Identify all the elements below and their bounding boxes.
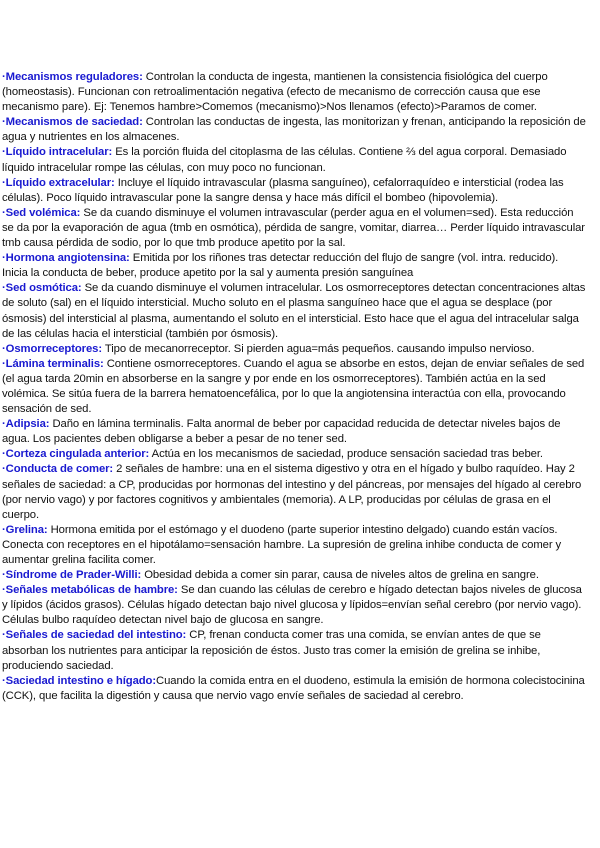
entry-text: CP, frenan conducta comer tras una comida, se envían antes de que se absorban los nutrientes para anticipar la reposición de éstos. Justo tras comer la emisión de grelina se inhibe, produciendo saciedad. <box>2 629 541 672</box>
entry-text: Contiene osmorreceptores. Cuando el agua se absorbe en estos, dejan de enviar señales de sed (el agua tarda 20min en absorberse en la sangre y por ende en los osmorreceptores). También actúa en la sed volémica. Se sitúa fuera de la barrera hematoencefálica, por lo que la angiotensina interactúa con ella, provocando sensación de sed. <box>2 357 585 416</box>
entry-term: ·Conducta de comer: <box>2 463 114 476</box>
entry-mecanismos-reguladores <box>2 70 586 115</box>
entry-term: ·Sed osmótica: <box>2 282 82 295</box>
entry-text: Se da cuando disminuye el volumen intracelular. Los osmorreceptores detectan concentraciones altas de soluto (sal) en el líquido intersticial. Mucho soluto en el plasma sanguíneo hace que el agua se desplace (por ósmosis) del intersticial al plasma, aumentando el soluto en el intersticial. Esto hace que el agua del intracelular salga de las células hacia el intersticial (también por ósmosis). <box>2 282 586 340</box>
entry-term: ·Osmorreceptores: <box>2 342 103 355</box>
entry-term: ·Adipsia: <box>2 418 50 431</box>
entry-text: Es la porción fluida del citoplasma de las células. Contiene ⅔ del agua corporal. Demasiado líquido intracelular rompe las células, con muy poco no funcionan. <box>2 146 567 174</box>
entry-text: Daño en lámina terminalis. Falta anormal de beber por capacidad reducida de detectar niveles bajos de agua. Los pacientes deben obligarse a beber a pesar de no tener sed. <box>2 418 561 446</box>
entry-prader-willi <box>2 568 586 583</box>
entry-term: ·Grelina: <box>2 523 48 536</box>
entry-term: ·Saciedad intestino e hígado: <box>2 674 157 687</box>
entry-mecanismos-saciedad <box>2 115 586 145</box>
entry-osmorreceptores <box>2 342 586 357</box>
entry-liquido-extracelular <box>2 176 586 206</box>
entry-term: ·Hormona angiotensina: <box>2 252 130 265</box>
entry-sed-osmotica <box>2 281 586 341</box>
entry-term: ·Líquido intracelular: <box>2 146 113 159</box>
entry-term: ·Mecanismos de saciedad: <box>2 116 143 129</box>
entry-liquido-intracelular <box>2 145 586 175</box>
entry-adipsia <box>2 417 586 447</box>
entry-term: ·Señales de saciedad del intestino: <box>2 629 187 642</box>
entry-text: Obesidad debida a comer sin parar, causa de niveles altos de grelina en sangre. <box>141 569 539 582</box>
entry-term: ·Mecanismos reguladores: <box>2 71 143 83</box>
entry-term: ·Corteza cingulada anterior: <box>2 448 150 461</box>
entry-senales-saciedad-intestino <box>2 628 586 673</box>
entry-text: Tipo de mecanorreceptor. Si pierden agua=más pequeños. causando impulso nervioso. <box>102 342 535 355</box>
entry-text: Se da cuando disminuye el volumen intravascular (perder agua en el volumen=sed). Esta reducción se da por la evaporación de agua (tmb en osmótica), pérdida de sangre, vomitar, diarrea… Perder líquido intravascular tmb causa pérdida de sodio, por lo que tmb produce apetito por la sal. <box>2 206 585 250</box>
entry-text: Actúa en los mecanismos de saciedad, produce sensación saciedad tras beber. <box>149 448 543 461</box>
entry-text: Hormona emitida por el estómago y el duodeno (parte superior intestino delgado) cuando están vacíos. Conecta con receptores en el hipotálamo=sensación hambre. La supresión de grelina inhibe conducta de comer y aumentar grelina facilita comer. <box>2 523 562 566</box>
entry-saciedad-intestino-higado <box>2 674 586 704</box>
entry-text: 2 señales de hambre: una en el sistema digestivo y otra en el hígado y bulbo raquídeo. Hay 2 señales de saciedad: a CP, producidas por hormonas del intestino y del páncreas, por mensajes del hígado al cerebro (por nervio vago) y por factores cognitivos y ambientales (memoria). A LP, producidas por células de grasa en el cuerpo. <box>2 463 582 521</box>
entry-term: ·Lámina terminalis: <box>2 357 104 370</box>
entry-text: Se dan cuando las células de cerebro e hígado detectan bajos niveles de glucosa y lípidos (ácidos grasos). Células hígado detectan bajo nivel glucosa y lípidos=envían señal cerebro (por nervio vago). Células bulbo raquídeo detectan nivel bajo de glucosa en sangre. <box>2 584 582 627</box>
entry-grelina <box>2 523 586 568</box>
entry-term: ·Señales metabólicas de hambre: <box>2 584 178 597</box>
entry-term: ·Sed volémica: <box>2 206 81 219</box>
entry-text: Incluye el líquido intravascular (plasma sanguíneo), cefalorraquídeo e intersticial (rodea las células). Poco líquido intravascular pone la sangre densa y hace más difícil el bombeo (hipovolemia). <box>2 176 564 204</box>
entry-senales-metabolicas <box>2 583 586 628</box>
entry-conducta-comer <box>2 462 586 522</box>
document-body <box>0 70 594 704</box>
entry-text: Emitida por los riñones tras detectar reducción del flujo de sangre (vol. intra. reducido). Inicia la conducta de beber, produce apetito por la sal y aumenta presión sanguínea <box>2 252 559 280</box>
entry-corteza-cingulada <box>2 447 586 462</box>
entry-term: ·Síndrome de Prader-Willi: <box>2 569 142 582</box>
entry-text: Controlan la conducta de ingesta, mantienen la consistencia fisiológica del cuerpo (homeostasis). Funcionan con retroalimentación negativa (efecto de mecanismo de corrección causa que ese mecanismo pare). Ej: Tenemos hambre>Comemos (mecanismo)>Nos llenamos (efecto)>Paramos de comer. <box>2 71 548 114</box>
entry-lamina-terminalis <box>2 357 586 417</box>
entry-text: Controlan las conductas de ingesta, las monitorizan y frenan, anticipando la reposición de agua y nutrientes en los almacenes. <box>2 116 586 144</box>
entry-sed-volemica <box>2 206 586 251</box>
entry-hormona-angiotensina <box>2 251 586 281</box>
entry-term: ·Líquido extracelular: <box>2 176 115 189</box>
entry-text: Cuando la comida entra en el duodeno, estimula la emisión de hormona colecistocinina (CCK), que facilita la digestión y causa que nervio vago envíe señales de saciedad al cerebro. <box>2 674 585 702</box>
